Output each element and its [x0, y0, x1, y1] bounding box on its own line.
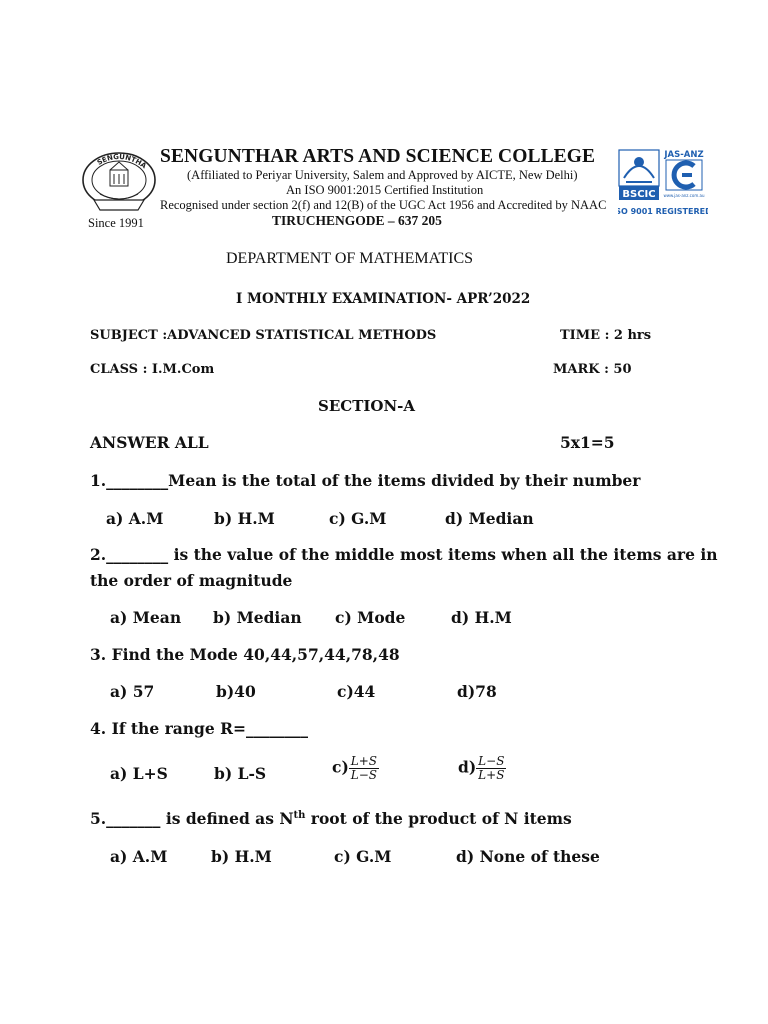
svg-text:ISO 9001 REGISTERED: ISO 9001 REGISTERED: [618, 207, 708, 216]
question-3: 3. Find the Mode 40,44,57,44,78,48: [90, 645, 400, 664]
svg-text:www.jas-anz.com.au: www.jas-anz.com.au: [663, 193, 705, 198]
q5-option-d: d) None of these: [456, 847, 600, 866]
mark-label: MARK : 50: [553, 362, 632, 377]
svg-text:SENGUNTHAR: SENGUNTHA: [95, 152, 148, 171]
question-5-text-end: root of the product of N items: [305, 809, 572, 828]
college-name: SENGUNTHAR ARTS AND SCIENCE COLLEGE: [160, 146, 596, 167]
fraction-numerator: L−S: [478, 754, 505, 768]
q2-option-d: d) H.M: [451, 608, 512, 627]
question-1: 1.________Mean is the total of the items divided by their number: [90, 471, 641, 490]
q4-option-c-fraction: [349, 755, 379, 782]
question-2-line-2: the order of magnitude: [90, 571, 293, 590]
superscript-th: th: [293, 809, 306, 821]
class-label: CLASS : I.M.Com: [90, 362, 215, 377]
subject-label: SUBJECT :ADVANCED STATISTICAL METHODS: [90, 328, 437, 343]
section-title: SECTION-A: [318, 397, 416, 415]
svg-text:BSCIC: BSCIC: [622, 189, 656, 200]
q3-option-c: c)44: [337, 682, 376, 701]
svg-text:JAS-ANZ: JAS-ANZ: [664, 150, 704, 160]
q2-option-a: a) Mean: [110, 608, 182, 627]
marks-scheme: 5x1=5: [560, 433, 615, 452]
iso-certification-icon: [618, 148, 708, 224]
q5-option-a: a) A.M: [110, 847, 168, 866]
q1-option-d: d) Median: [445, 509, 534, 528]
question-5: [90, 809, 572, 828]
q3-option-b: b)40: [216, 682, 256, 701]
q3-option-d: d)78: [457, 682, 497, 701]
q4-option-c: [332, 755, 379, 782]
college-location: TIRUCHENGODE – 637 205: [272, 213, 442, 228]
q1-option-b: b) H.M: [214, 509, 275, 528]
since-year: Since 1991: [88, 216, 144, 230]
recognition-line: Recognised under section 2(f) and 12(B) of the UGC Act 1956 and Accredited by NAAC: [160, 198, 607, 212]
college-seal-icon: [80, 150, 158, 220]
q4-option-d-fraction: [476, 755, 506, 782]
question-2-line-1: 2.________ is the value of the middle most items when all the items are in: [90, 545, 718, 564]
q2-option-c: c) Mode: [335, 608, 406, 627]
question-5-text-start: 5._______ is defined as N: [90, 809, 294, 828]
college-logo: [80, 150, 158, 220]
q3-option-a: a) 57: [110, 682, 155, 701]
q1-option-c: c) G.M: [329, 509, 387, 528]
fraction-numerator: L+S: [350, 754, 378, 768]
affiliation-line: (Affiliated to Periyar University, Salem and Approved by AICTE, New Delhi): [187, 168, 578, 182]
q5-option-c: c) G.M: [334, 847, 392, 866]
q4-option-b: b) L-S: [214, 764, 267, 783]
q2-option-b: b) Median: [213, 608, 302, 627]
exam-title: I MONTHLY EXAMINATION- APR’2022: [236, 291, 531, 307]
iso-line: An ISO 9001:2015 Certified Institution: [286, 183, 484, 197]
q5-option-b: b) H.M: [211, 847, 272, 866]
q4-option-a: a) L+S: [110, 764, 168, 783]
department-title: DEPARTMENT OF MATHEMATICS: [226, 250, 474, 267]
fraction-denominator: L−S: [350, 768, 378, 782]
q1-option-a: a) A.M: [106, 509, 164, 528]
question-4: 4. If the range R=________: [90, 719, 309, 738]
certification-logo: [618, 148, 708, 224]
q4-option-d-prefix: d): [458, 757, 477, 777]
q4-option-d: [458, 755, 506, 782]
instruction-text: ANSWER ALL: [90, 433, 209, 452]
q4-option-c-prefix: c): [332, 757, 349, 777]
fraction-denominator: L+S: [478, 768, 505, 782]
time-label: TIME : 2 hrs: [560, 328, 652, 343]
